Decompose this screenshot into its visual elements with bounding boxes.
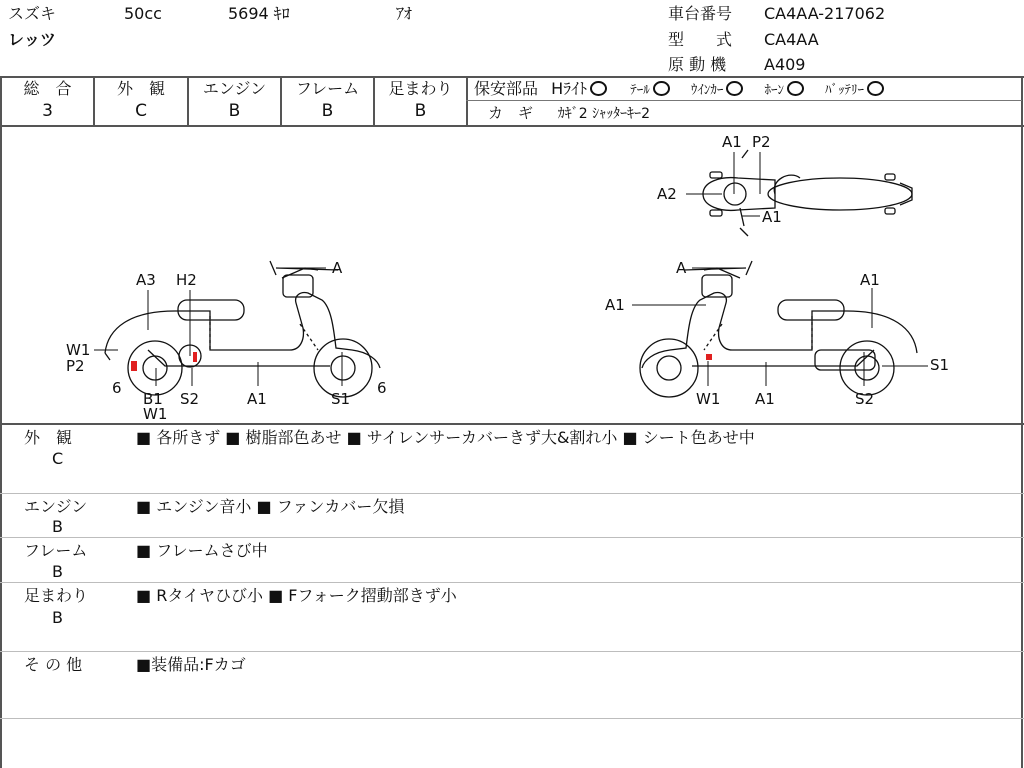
ok-circle-icon xyxy=(867,81,884,96)
safety-title: 保安部品 xyxy=(474,79,539,98)
safety-item-headlight xyxy=(551,79,607,98)
safety-row xyxy=(474,79,884,101)
section-exterior-text: ■ 各所きず ■ 樹脂部色あせ ■ サイレンサーカバーきず大&割れ小 ■ シート色あせ中 xyxy=(136,428,755,447)
diagram-label: S2 xyxy=(855,390,875,408)
safety-item-horn xyxy=(764,83,804,98)
divider xyxy=(0,718,1024,719)
diagram-label: H2 xyxy=(176,271,197,289)
grade-frame xyxy=(282,78,373,122)
engine-label: 原 動 機 xyxy=(668,55,727,74)
divider xyxy=(0,651,1024,652)
divider xyxy=(0,125,1024,127)
grade-value: C xyxy=(135,101,147,121)
damage-marks-right xyxy=(706,354,712,360)
diagram-label: W1 xyxy=(696,390,721,408)
section-other-text: ■装備品:Fカゴ xyxy=(136,655,246,674)
grade-label: 総 合 xyxy=(23,79,72,98)
grade-suspension xyxy=(375,78,466,122)
diagram-label: A1 xyxy=(860,271,880,289)
diagram-label: A1 xyxy=(755,390,775,408)
diagram-label: P2 xyxy=(752,133,771,151)
section-suspension-text: ■ Rタイヤひび小 ■ Fフォーク摺動部きず小 xyxy=(136,586,457,605)
grade-value: B xyxy=(321,101,334,121)
section-exterior-label: 外 観 xyxy=(24,428,73,447)
engine-value: A409 xyxy=(764,55,806,74)
grade-overall xyxy=(2,78,93,122)
grade-value: 3 xyxy=(42,101,53,121)
ok-circle-icon xyxy=(653,81,670,96)
safety-item-battery xyxy=(825,83,884,98)
damage-marks-left xyxy=(131,352,197,371)
ok-circle-icon xyxy=(590,81,607,96)
ok-circle-icon xyxy=(726,81,743,96)
diagram-label: S1 xyxy=(331,390,351,408)
diagram-label: P2 xyxy=(66,357,85,375)
keys-value: ｶｷﾞ2 ｼｬｯﾀｰｷｰ2 xyxy=(557,106,651,122)
frame-no: CA4AA-217062 xyxy=(764,4,886,23)
ok-circle-icon xyxy=(787,81,804,96)
safety-item-tail xyxy=(630,83,670,98)
keys-row xyxy=(488,103,650,124)
diagram-label: A1 xyxy=(605,296,625,314)
grade-label: フレーム xyxy=(295,79,360,98)
safety-item-label: Hﾗｲﾄ xyxy=(551,79,588,98)
grade-exterior xyxy=(95,78,187,122)
safety-item-label: ﾎｰﾝ xyxy=(764,83,784,98)
divider xyxy=(0,537,1024,538)
safety-item-label: ｳｲﾝｶｰ xyxy=(690,83,724,98)
diagram-label: A xyxy=(332,259,343,277)
section-engine-grade: B xyxy=(52,517,63,536)
divider xyxy=(0,493,1024,494)
section-frame-text: ■ フレームさび中 xyxy=(136,541,268,560)
diagram-label: A1 xyxy=(722,133,742,151)
grade-value: B xyxy=(228,101,241,121)
diagram-label: S1 xyxy=(930,356,950,374)
section-frame-label: フレーム xyxy=(24,541,88,560)
color: ｱｵ xyxy=(396,4,413,23)
grade-engine xyxy=(189,78,280,122)
grade-label: エンジン xyxy=(202,79,267,98)
section-other-label: そ の 他 xyxy=(24,655,83,674)
section-exterior-grade: C xyxy=(52,449,64,468)
frame-no-label: 車台番号 xyxy=(668,4,733,23)
displacement: 50cc xyxy=(124,4,162,23)
damage-diagram xyxy=(0,128,1024,423)
type-label: 型 式 xyxy=(668,30,733,49)
divider xyxy=(0,423,1024,425)
diagram-label: A1 xyxy=(762,208,782,226)
grade-value: B xyxy=(414,101,427,121)
diagram-label: A1 xyxy=(247,390,267,408)
diagram-label: A xyxy=(676,259,687,277)
diagram-label: 6 xyxy=(112,379,122,397)
type-value: CA4AA xyxy=(764,30,819,49)
leader-lines xyxy=(94,152,928,386)
divider xyxy=(0,582,1024,583)
grade-label: 足まわり xyxy=(388,79,453,98)
mileage: 5694 ｷﾛ xyxy=(228,4,290,23)
safety-item-label: ﾊﾞｯﾃﾘｰ xyxy=(825,83,865,98)
section-frame-grade: B xyxy=(52,562,63,581)
keys-label: カ ギ xyxy=(488,104,534,122)
section-engine-text: ■ エンジン音小 ■ ファンカバー欠損 xyxy=(136,497,405,516)
diagram-label: S2 xyxy=(180,390,200,408)
model-name: レッツ xyxy=(8,30,56,49)
diagram-label: B1 xyxy=(143,390,163,408)
diagram-label: A2 xyxy=(657,185,677,203)
grade-label: 外 観 xyxy=(116,79,165,98)
section-suspension-grade: B xyxy=(52,608,63,627)
maker: スズキ xyxy=(8,4,57,23)
section-suspension-label: 足まわり xyxy=(24,586,89,605)
safety-item-winker xyxy=(691,83,744,98)
diagram-label: W1 xyxy=(66,341,91,359)
section-engine-label: エンジン xyxy=(24,497,88,516)
diagram-label: W1 xyxy=(143,405,168,423)
diagram-label: A3 xyxy=(136,271,156,289)
diagram-label: 6 xyxy=(377,379,387,397)
safety-item-label: ﾃｰﾙ xyxy=(630,83,650,98)
